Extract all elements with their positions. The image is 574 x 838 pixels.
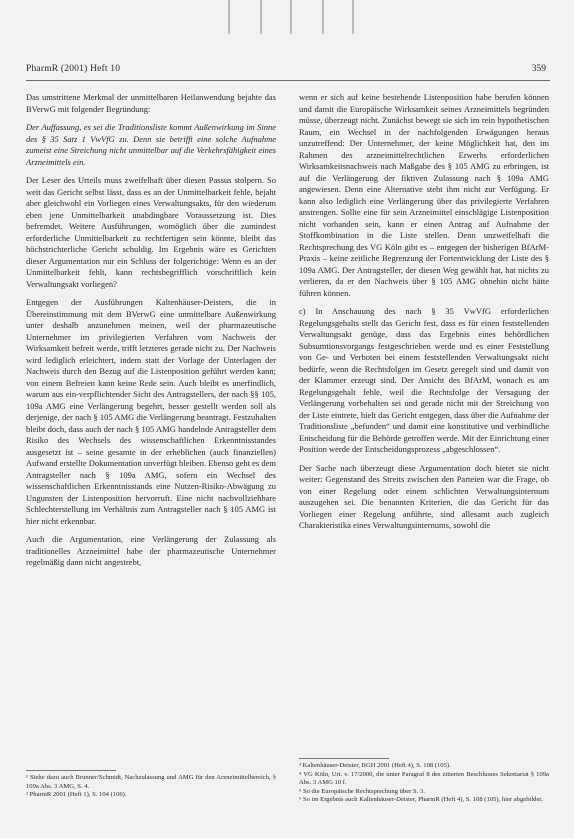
header-rule xyxy=(26,80,550,81)
quoted-passage: Der Auffassung, es sei die Traditionsliste kommt Außenwirkung im Sinne des § 35 Satz 1 VwVfG zu. Denn sie betrifft eine solche Aufnahme zumeist eine Streichung nicht unmittelbar auf die Verkehrsfähigkeit eines Arzneimittels ein. xyxy=(26,122,276,167)
footnote: ⁶ So im Ergebnis auch Kaltenhäuser-Deister, PharmR (Heft 4), S. 108 (105), hier abgebildet. xyxy=(299,796,543,804)
binding-mark xyxy=(322,0,324,34)
footnote-rule-right xyxy=(299,758,389,759)
footnote-rule-left xyxy=(26,770,116,771)
binding-mark xyxy=(290,0,292,34)
paragraph: Entgegen der Ausführungen Kaltenhäuser-Deisters, die in Übereinstimmung mit dem BVerwG eine unmittelbare Außenwirkung unter deshalb anzunehmen meinen, weil der pharmazeutische Unternehmer im privilegierten Verfahren vom Nachweis der Wirksamkeit befreit werde, trifft letzteres gerade nicht zu. Der Nachweis wird lediglich erleichtert, indem statt der Vorlage der Unterlagen der Nachweis durch den Bezug auf die Listenposition geführt werden kann; von einem Befreien kann keine Rede sein. Auch bleibt es unerfindlich, warum aus ein-verpflichtender Sicht des Antragstellers, der nach §§ 105, 109a AMG eine Verlängerung begehrt, besser gestellt werden soll als derjenige, der nach § 105 AMG die Verlängerung beantragt. Festzuhalten bleibt doch, dass auch der nach § 105 AMG handelnde Antragsteller dem Risiko des Wechsels des wissenschaftlichen Erkenntnisstandes ausgesetzt ist – seine gesamte in der erheblichen (auch finanziellen) Aufwand erstellte Dokumentation unverfügt bleiben. Ebenso geht es dem Antragsteller nach § 109a AMG, sofern ein Wechsel des wissenschaftlichen Erkenntnisstands eine Nutzen-Risiko-Abwägung zu Ungunsten der Listenposition hervorruft. Eine nicht nachvollziehbare Schlechterstellung im Verhältnis zum Antragsteller nach § 105 AMG ist hier nicht erkennbar. xyxy=(26,297,276,526)
paragraph: wenn er sich auf keine bestehende Listenposition habe berufen können und damit die Europäische Wirksamkeit seines Arzneimittels begründen müsse, überzeugt nicht. Zunächst bewegt sie sich im rein hypothetischen Raum, ein Wechsel in der nachfolgenden Erwägungen heraus unzutreffend: Der Unternehmer, der keine Möglichkeit hat, den im Rahmen des arzneimittelrechtlichen Erwerbs erforderlichen Wirksamkeitsnachweis nach Maßgabe des § 105 AMG zu erbringen, ist auf die Verlängerung der fiktiven Zulassung nach § 109a AMG angewiesen. Denn eine Alternative steht ihm nicht zur Verfügung. Er kann also lediglich eine Verlängerung über das privilegierte Verfahren anstrengen. Sollte eine für sein Arzneimittel einschlägige Listenposition nicht vorhanden sein, kann er einen Antrag auf Aufnahme der Stoffkombination in die Liste stellen. Denn unzweifelhaft die Rechtsprechung des VG Köln gibt es – entgegen der bisherigen BfArM-Praxis – keine zeitliche Begrenzung der Fortentwicklung der Liste des § 109a AMG. Der Antragsteller, der diesen Weg gewählt hat, hat nichts zu verlieren, da er den Nachweis über § 105 AMG ohnehin nicht hätte führen können. xyxy=(299,92,549,298)
paragraph: Auch die Argumentation, eine Verlängerung der Zulassung als traditionelles Arzneimittel habe der pharmazeutische Unternehmer regelmäßig dann nicht angestrebt, xyxy=(26,534,276,567)
footnotes-right xyxy=(299,762,549,805)
left-column xyxy=(26,92,276,576)
footnote: ⁴ VG Köln, Urt. v. 17/2000, die unter Paragraf 8 des zitierten Beschlusses Sekretariat § 109a Abs. 3 AMG 10 f. xyxy=(299,770,549,787)
footnote: ³ Kaltenhäuser-Deister, BGH 2001 (Heft 4), S. 108 (105). xyxy=(299,762,451,769)
binding-marks xyxy=(0,0,574,40)
footnote: ² PharmR 2001 (Heft 1), S. 104 (106). xyxy=(26,791,127,799)
footnotes-left xyxy=(26,774,276,800)
binding-mark xyxy=(260,0,262,34)
paragraph: Der Leser des Urteils muss zweifelhaft über diesen Passus stolpern. So weit das Gericht selbst lässt, dass es an der Unmittelbarkeit fehle, bejaht aber gleichwohl ein Vorliegen eines Verwaltungsakts, für den wiederum eben jene Unmittelbarkeit unabdingbare Voraussetzung ist. Dies befremdet. Weitere Ausführungen, womöglich über die zumindest erforderliche Unmittelbarkeit zu rechtfertigen sein könnte, bleibt das höchstrichterliche Gericht schuldig. Im Ergebnis wäre es Gerichten dieser Argumentation nur ein Schluss der folgerichtige: Wenn es an der Unmittelbarkeit fehlt, kann rechtsbegrifflich vorschriftlich kein Verwaltungsakt vorliegen? xyxy=(26,175,276,289)
binding-mark xyxy=(228,0,230,34)
footnote: ¹ Siehe dazu auch Brunner/Schmidt, Nachzulassung und AMG für den Arzneimittelbereich, § 109a Abs. 3 AMG, S. 4. xyxy=(26,774,276,790)
paragraph: Das umstrittene Merkmal der unmittelbaren Heilanwendung bejahte das BVerwG mit folgender Begründung: xyxy=(26,92,276,114)
running-head xyxy=(26,64,546,78)
right-column xyxy=(299,92,549,539)
binding-mark xyxy=(352,0,354,34)
footnote: ⁵ So die Europäische Rechtsprechung über S. 3. xyxy=(299,787,425,795)
paragraph: c) In Anschauung des nach § 35 VwVfG erforderlichen Regelungsgehalts stellt das Gericht fest, dass es für einen feststellenden Verwaltungsakt genüge, dass das Ergebnis eines behördlichen Subsumtionsvorgangs festgeschrieben werde und es einer Feststellung von Ge- und Verboten bei einem feststellenden Verwaltungsakt nicht bedürfe, wenn die Rechtsfolgen im Gesetz geregelt sind und damit von der Klammer erzeugt sind. Der Ansicht des BfArM, wonach es am Regelungsgehalt fehle, weil die Rechtsfolge der Versagung der Verlängerung vorbehalten sei und gerade nicht mit der Streichung von der Liste eintrete, hielt das Gericht entgegen, dass über die Aufnahme der Traditionsliste „befunden“ und damit eine konstitutive und verbindliche Entscheidung für die Behörde getroffen werde. Mit der Einrichtung einer Position werde der Entscheidungsprozess „abgeschlossen“. xyxy=(299,306,549,454)
journal-title: PharmR (2001) Heft 10 xyxy=(26,64,121,74)
page-number: 359 xyxy=(531,64,546,74)
paragraph: Der Sache nach überzeugt diese Argumentation doch bietet sie nicht weiter: Gegenstand des Streits zwischen den Parteien war die Frage, ob von einer Regelung oder einem schlichten Verwaltungsinternum auszugehen sei. Die benannten Kriterien, die das Gericht für das Vorliegen einer Regelung anführte, sind allesamt auch zugleich Charakteristika eines Verwaltungsinternums, sowohl die xyxy=(299,462,549,530)
